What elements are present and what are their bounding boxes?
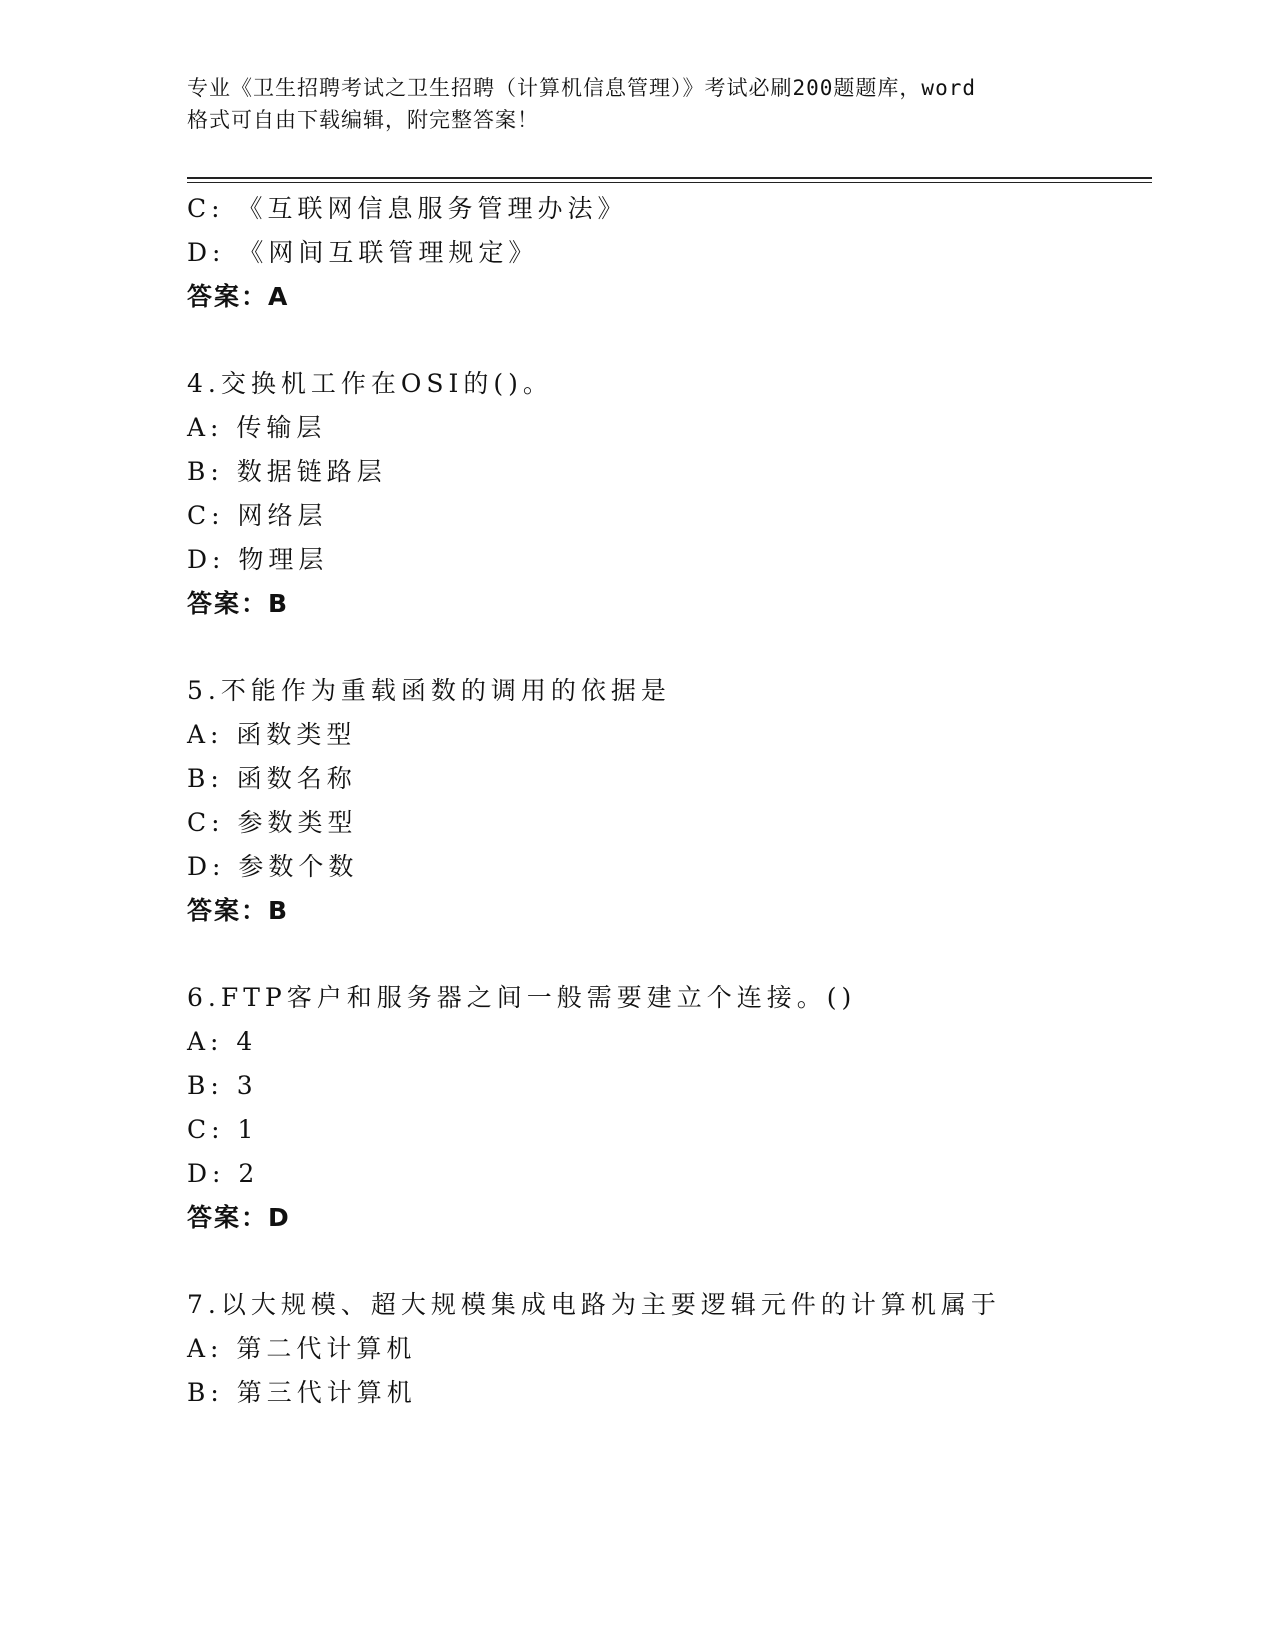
option-c: C: 《互联网信息服务管理办法》 [187, 194, 628, 223]
q6-option-c: C: 1 [187, 1115, 259, 1144]
question-6: 6.FTP客户和服务器之间一般需要建立个连接。() [187, 983, 857, 1012]
q6-option-d: D: 2 [187, 1159, 260, 1188]
q4-option-d: D: 物理层 [187, 545, 329, 574]
q5-answer: 答案：B [187, 896, 290, 925]
question-5: 5.不能作为重载函数的调用的依据是 [187, 676, 671, 705]
header-title-line-2: 格式可自由下载编辑，附完整答案！ [187, 108, 539, 132]
question-4: 4.交换机工作在OSI的()。 [187, 369, 553, 398]
q7-option-a: A: 第二代计算机 [187, 1334, 417, 1363]
q7-option-b: B: 第三代计算机 [187, 1378, 417, 1407]
q5-option-a: A: 函数类型 [187, 720, 357, 749]
question-7: 7.以大规模、超大规模集成电路为主要逻辑元件的计算机属于 [187, 1290, 1001, 1319]
document-header [187, 72, 1087, 136]
q6-option-a: A: 4 [187, 1027, 258, 1056]
q5-option-c: C: 参数类型 [187, 808, 358, 837]
answer-line: 答案：A [187, 282, 290, 311]
header-divider-thick [187, 177, 1152, 179]
q5-option-b: B: 函数名称 [187, 764, 357, 793]
q4-option-a: A: 传输层 [187, 413, 327, 442]
option-d: D: 《网间互联管理规定》 [187, 238, 539, 267]
q4-option-c: C: 网络层 [187, 501, 328, 530]
header-divider-thin [187, 182, 1152, 183]
q6-option-b: B: 3 [187, 1071, 258, 1100]
q4-answer: 答案：B [187, 589, 290, 618]
q5-option-d: D: 参数个数 [187, 852, 359, 881]
q6-answer: 答案：D [187, 1203, 291, 1232]
q4-option-b: B: 数据链路层 [187, 457, 387, 486]
header-title-line-1: 专业《卫生招聘考试之卫生招聘（计算机信息管理）》考试必刷200题题库，word [187, 76, 976, 100]
